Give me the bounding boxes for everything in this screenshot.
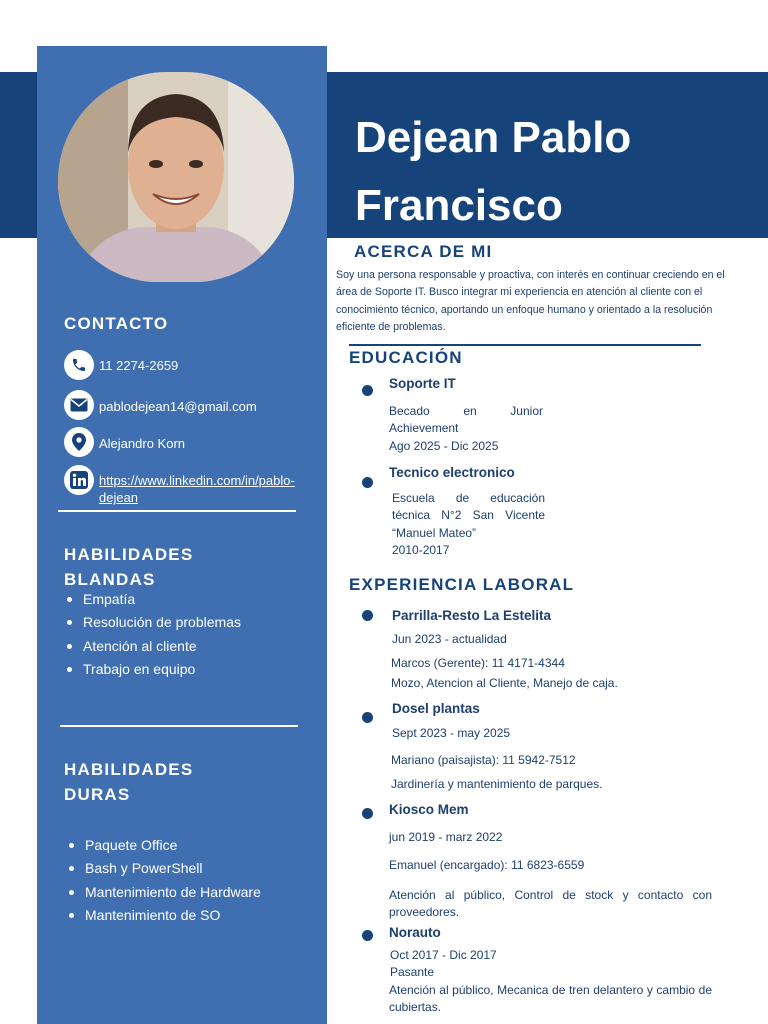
contact-heading: CONTACTO: [64, 314, 169, 333]
section-divider: [349, 344, 701, 346]
education-description: Escuela de educación técnica N°2 San Vicente “Manuel Mateo”: [392, 491, 545, 540]
experience-dates: Sept 2023 - may 2025: [392, 726, 511, 740]
education-title: Tecnico electronico: [389, 465, 515, 480]
experience-heading: EXPERIENCIA LABORAL: [349, 575, 575, 594]
experience-title: Dosel plantas: [392, 701, 480, 716]
about-heading: ACERCA DE MI: [354, 242, 493, 261]
timeline-bullet: [362, 477, 373, 488]
experience-description: Mozo, Atencion al Cliente, Manejo de caja.: [391, 676, 618, 690]
experience-reference: Pasante: [390, 965, 435, 979]
experience-title: Norauto: [389, 925, 441, 940]
education-dates: 2010-2017: [392, 543, 450, 557]
profile-photo: [58, 72, 294, 282]
soft-skill-item: Trabajo en equipo: [64, 658, 241, 681]
mail-icon: [64, 390, 94, 420]
education-dates: Ago 2025 - Dic 2025: [389, 439, 499, 453]
experience-description: Jardinería y mantenimiento de parques.: [391, 777, 603, 791]
sidebar-divider: [60, 725, 298, 727]
education-description: Becado en Junior Achievement: [389, 404, 543, 436]
hard-skills-heading-line-2: DURAS: [64, 785, 131, 804]
experience-description: Atención al público, Control de stock y contacto con proveedores.: [389, 888, 712, 920]
about-text: Soy una persona responsable y proactiva, con interés en continuar creciendo en el área de Soporte IT. Busco integrar mi experiencia en atención al cliente con el conocimiento técnico, aportando un enfoque humano y orientado a la resolución eficiente de problemas.: [336, 269, 725, 333]
experience-reference: Mariano (paisajista): 11 5942-7512: [391, 753, 576, 767]
contact-location: Alejandro Korn: [99, 436, 185, 451]
location-icon: [64, 427, 94, 457]
name-line-1: Dejean Pablo: [355, 113, 632, 162]
experience-dates: Oct 2017 - Dic 2017: [390, 948, 497, 962]
timeline-bullet: [362, 930, 373, 941]
timeline-bullet: [362, 808, 373, 819]
timeline-bullet: [362, 385, 373, 396]
full-name: [355, 104, 631, 240]
hard-skill-item: Mantenimiento de SO: [66, 904, 261, 927]
phone-icon: [64, 350, 94, 380]
soft-skills-heading: [64, 542, 193, 592]
hard-skills-list: [66, 834, 261, 927]
contact-linkedin-link[interactable]: https://www.linkedin.com/in/pablo-dejean: [99, 473, 295, 505]
hard-skills-heading: [64, 757, 193, 807]
contact-phone: 11 2274-2659: [99, 358, 179, 373]
timeline-bullet: [362, 610, 373, 621]
experience-title: Parrilla-Resto La Estelita: [392, 608, 552, 623]
contact-email[interactable]: pablodejean14@gmail.com: [99, 399, 257, 414]
linkedin-icon: [64, 465, 94, 495]
experience-reference: Marcos (Gerente): 11 4171-4344: [391, 656, 565, 670]
sidebar-divider: [58, 510, 296, 512]
name-line-2: Francisco: [355, 181, 563, 230]
hard-skill-item: Bash y PowerShell: [66, 857, 261, 880]
hard-skills-heading-line-1: HABILIDADES: [64, 760, 194, 779]
timeline-bullet: [362, 712, 373, 723]
soft-skill-item: Atención al cliente: [64, 635, 241, 658]
soft-skill-item: Empatía: [64, 588, 241, 611]
hard-skill-item: Paquete Office: [66, 834, 261, 857]
experience-title: Kiosco Mem: [389, 802, 469, 817]
experience-dates: Jun 2023 - actualidad: [392, 632, 507, 646]
experience-dates: jun 2019 - marz 2022: [389, 830, 503, 844]
experience-reference: Emanuel (encargado): 11 6823-6559: [389, 858, 585, 872]
soft-skill-item: Resolución de problemas: [64, 611, 241, 634]
soft-skills-list: [64, 588, 241, 681]
soft-skills-heading-line-1: HABILIDADES: [64, 545, 194, 564]
hard-skill-item: Mantenimiento de Hardware: [66, 881, 261, 904]
education-title: Soporte IT: [389, 376, 456, 391]
experience-description: Atención al público, Mecanica de tren delantero y cambio de cubiertas.: [389, 983, 712, 1015]
soft-skills-heading-line-2: BLANDAS: [64, 570, 156, 589]
education-heading: EDUCACIÓN: [349, 348, 463, 367]
